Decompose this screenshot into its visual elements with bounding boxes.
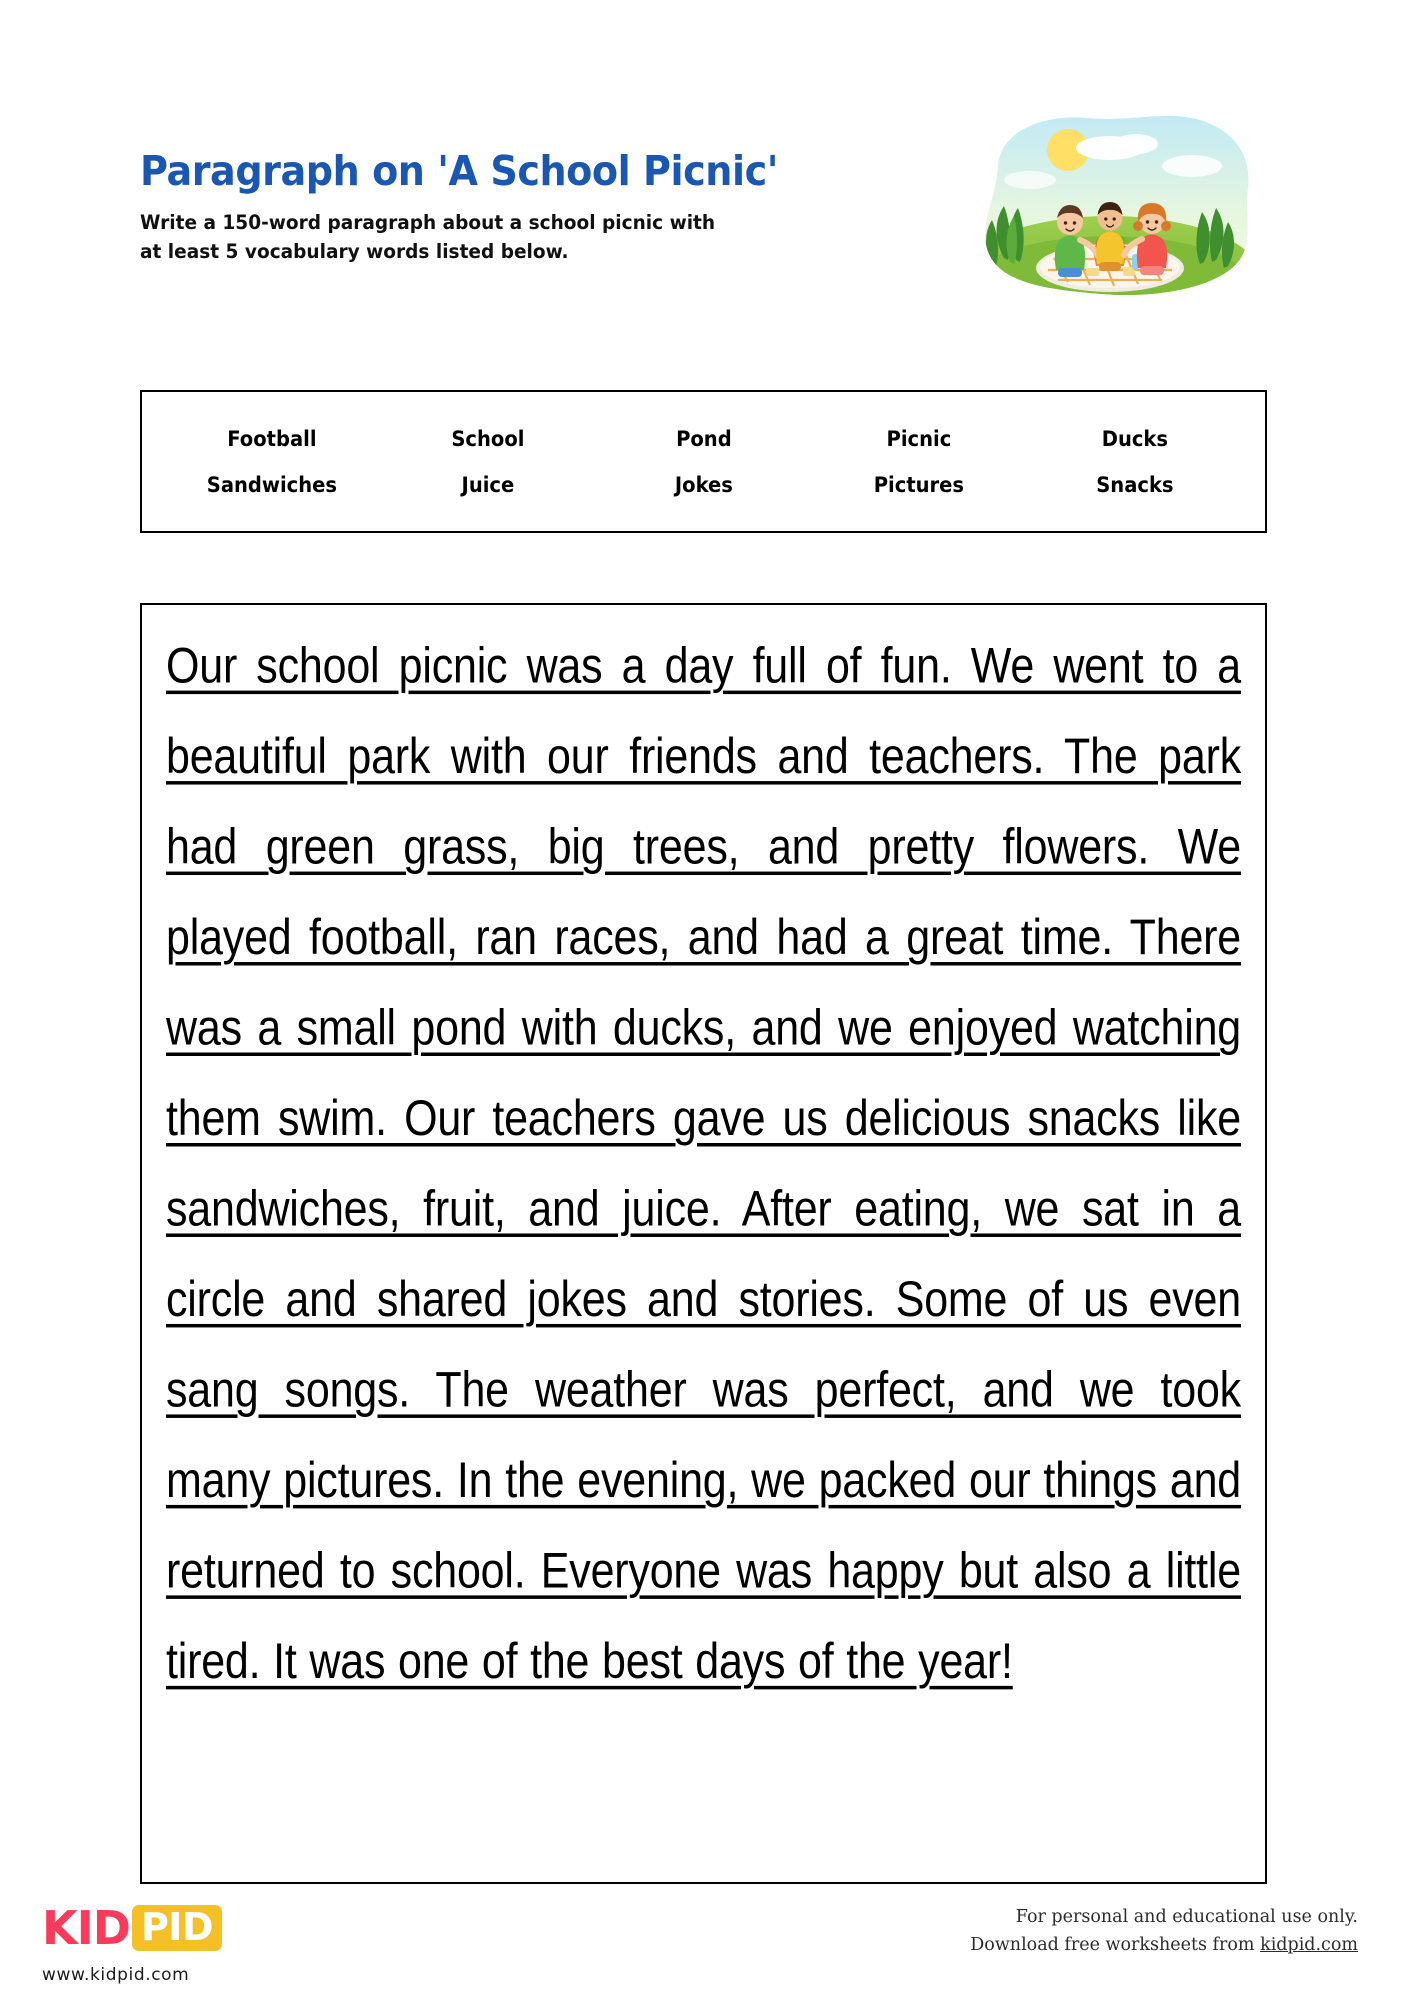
page-footer	[0, 1900, 1414, 2000]
logo-pid-text: PID	[132, 1905, 222, 1951]
instruction-line-1: Write a 150-word paragraph about a school picnic with	[140, 211, 716, 235]
vocabulary-word: Jokes	[674, 472, 733, 497]
vocabulary-row-1	[142, 427, 1265, 451]
school-picnic-illustration	[960, 108, 1260, 303]
vocabulary-row-2	[142, 473, 1265, 497]
vocabulary-word: Pictures	[874, 472, 965, 497]
vocabulary-word: Ducks	[1101, 426, 1169, 451]
answer-writing-box[interactable]	[140, 603, 1267, 1884]
logo-website-url: www.kidpid.com	[42, 1965, 190, 1985]
footer-usage-note	[970, 1903, 1358, 1960]
footer-note-prefix: Download free worksheets from	[970, 1935, 1261, 1956]
vocabulary-word-box	[140, 390, 1267, 533]
vocabulary-word: Sandwiches	[206, 472, 338, 497]
instruction-text	[140, 209, 900, 267]
footer-note-line-2	[970, 1931, 1358, 1959]
logo-mark	[42, 1900, 222, 1956]
kidpid-link[interactable]: kidpid.com	[1260, 1935, 1358, 1956]
kidpid-logo[interactable]	[42, 1900, 222, 1985]
vocabulary-word: Snacks	[1096, 472, 1174, 497]
vocabulary-word: School	[451, 426, 525, 451]
logo-kid-text: KID	[42, 1901, 130, 1955]
footer-note-line-1: For personal and educational use only.	[1015, 1907, 1358, 1927]
answer-paragraph-text: Our school picnic was a day full of fun. We went to a beautiful park with our friends and teachers. The park had green grass, big trees, and pretty flowers. We played football, ran races, and had a great time. There was a small pond with ducks, and we enjoyed watching them swim. Our teachers gave us delicious snacks like sandwiches, fruit, and juice. After eating, we sat in a circle and shared jokes and stories. Some of us even sang songs. The weather was perfect, and we took many pictures. In the evening, we packed our things and returned to school. Everyone was happy but also a little tired. It was one of the best days of the year!	[166, 638, 1241, 1690]
vocabulary-word: Football	[227, 426, 317, 451]
vocabulary-word: Juice	[461, 472, 515, 497]
page-title: Paragraph on 'A School Picnic'	[140, 147, 778, 195]
worksheet-header	[140, 147, 960, 267]
instruction-line-2: at least 5 vocabulary words listed below.	[140, 239, 569, 263]
vocabulary-word: Pond	[675, 426, 732, 451]
vocabulary-word: Picnic	[886, 426, 952, 451]
